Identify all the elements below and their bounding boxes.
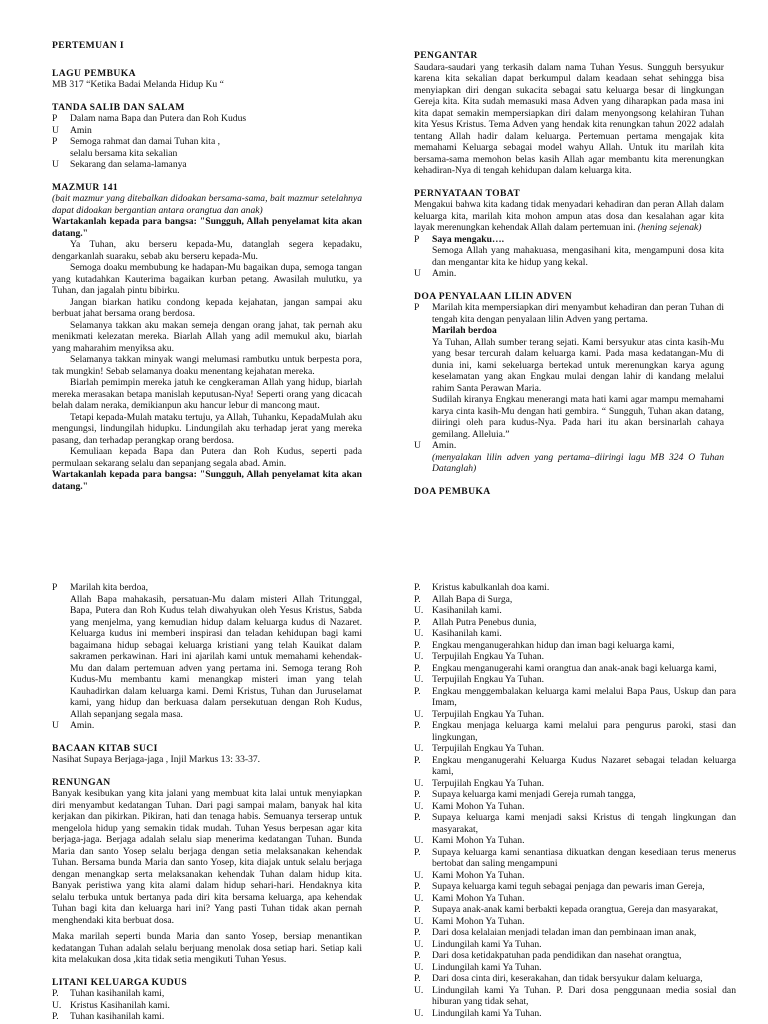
speaker-marker: P.	[414, 582, 421, 593]
speaker-marker: U.	[414, 800, 424, 812]
line-text: Supaya keluarga kami menjadi Gereja rumah tangga,	[432, 789, 636, 800]
speaker-marker: P.	[52, 988, 59, 999]
doa-amin-row: U Amin.	[52, 720, 362, 732]
lilin-note: (menyalakan lilin adven yang pertama–diiringi lagu MB 324 O Tuhan Datanglah)	[432, 451, 724, 474]
pengantar-text: Saudara-saudari yang terkasih dalam nama Tuhan Yesus. Sungguh bersyukur karena kita sekalian dapat berkumpul dalam keadaan sehat sehingga bisa menyiapkan diri dengan sukacita sebagai satu keluarga besar di lingkungan Gereja kita. Kita sudah memasuki masa Adven yang diharapkan pada masa ini kita dapat semakin mempersiapkan diri dalam menyongsong kelahiran Tuhan kita Yesus Kristus. Tema Adven yang hendak kita renungkan tahun 2022 adalah tentang Allah hadir dalam keluarga. Pertemuan pertama mengajak kita memahami Keluarga sebagai model wahyu Allah. Untuk itu marilah kita bersama-sama memohon belas kasih Allah agar membantu kita merenungkan kehadiran-Nya di tengah kehidupan dalam keluarga kita.	[414, 61, 724, 176]
line-text: Sekarang dan selama-lamanya	[70, 159, 187, 170]
line-text: Engkau menggembalakan keluarga kami melalui Bapa Paus, Uskup dan para Imam,	[432, 685, 736, 708]
line-text: Dari dosa ketidakpatuhan pada pendidikan dan nasehat orangtua,	[432, 950, 682, 961]
litany-line	[414, 789, 736, 801]
speaker-marker: P.	[414, 789, 421, 800]
litany-line	[414, 916, 736, 928]
litany-line	[52, 136, 362, 148]
lagu-pembuka-title: LAGU PEMBUKA	[52, 67, 136, 79]
line-text: Tuhan kasihanilah kami,	[70, 988, 165, 999]
lilin-row-marilah	[414, 325, 724, 337]
bacaan-text: Nasihat Supaya Berjaga-jaga , Injil Markus 13: 33-37.	[52, 754, 261, 765]
lilin-row-doa	[414, 337, 724, 395]
line-text: Kristus kabulkanlah doa kami.	[432, 582, 550, 593]
line-text: Engkau menganugerahi Keluarga Kudus Nazaret sebagai teladan keluarga kami,	[432, 754, 736, 777]
tobat-row-doa	[414, 245, 724, 268]
speaker-marker: U.	[414, 605, 424, 616]
line-text: Terpujilah Engkau Ya Tuhan.	[432, 651, 545, 662]
tobat-p-label: Saya mengaku….	[432, 233, 504, 245]
speaker-marker: U.	[414, 869, 424, 881]
mazmur-verse: Semoga doaku membubung ke hadapan-Mu bagaikan dupa, semoga tangan yang kutadahkan Kauterima bagaikan kurban petang. Awasilah mulutku, ya Tuhan, dan jagalah pintu bibirku.	[52, 262, 362, 296]
lilin-row-u: U Amin.	[414, 440, 724, 452]
litany-line	[414, 778, 736, 790]
litani-rows	[52, 988, 362, 1023]
mazmur-note: (bait mazmur yang ditebalkan didoakan bersama-sama, bait mazmur setelahnya dapat didoakan bergantian antara orangtua dan anak)	[52, 193, 362, 216]
speaker-marker: U.	[414, 651, 424, 662]
speaker-marker: U.	[414, 938, 424, 950]
litany-line	[52, 113, 362, 125]
speaker-marker: P.	[414, 720, 421, 731]
lilin-amin: Amin.	[432, 440, 457, 451]
tobat-doa: Semoga Allah yang mahakuasa, mengasihani kita, mengampuni dosa kita dan mengantar kita ke hidup yang kekal.	[432, 245, 724, 268]
litani-continuation	[414, 582, 736, 1019]
litany-line	[414, 605, 736, 617]
lilin-row-doa2	[414, 394, 724, 440]
lilin-title: DOA PENYALAAN LILIN ADVEN	[414, 290, 573, 302]
line-text: Supaya anak-anak kami berbakti kepada orangtua, Gereja dan masyarakat,	[432, 904, 719, 915]
litani-title: LITANI KELUARGA KUDUS	[52, 976, 188, 988]
litany-line	[414, 939, 736, 951]
litany-line	[414, 628, 736, 640]
line-text: Dalam nama Bapa dan Putera dan Roh Kudus	[70, 113, 247, 124]
column-bottom-left	[52, 582, 362, 1023]
speaker-marker: P.	[414, 927, 421, 938]
mazmur-verse: Ya Tuhan, aku berseru kepada-Mu, datanglah segera kepadaku, dengarkanlah suaraku, sebab aku berseru kepada-Mu.	[52, 239, 362, 262]
page-heading: PERTEMUAN I	[52, 40, 125, 51]
lilin-row-p: P Marilah kita mempersiapkan diri menyambut kehadiran dan peran Tuhan di tengah kita dengan penyalaan lilin Adven yang pertama.	[414, 302, 724, 325]
line-text: Supaya keluarga kami menjadi saksi Kristus di tengah lingkungan dan masyarakat,	[432, 812, 736, 835]
mazmur-title: MAZMUR 141	[52, 181, 119, 193]
speaker-marker: U.	[414, 674, 424, 685]
tanda-salib-rows	[52, 113, 362, 171]
litany-line	[414, 927, 736, 939]
line-text: Semoga rahmat dan damai Tuhan kita ,	[70, 136, 221, 147]
lilin-intro: Marilah kita mempersiapkan diri menyambut kehadiran dan peran Tuhan di tengah kita dengan penyalaan lilin Adven yang pertama.	[432, 302, 724, 325]
renungan-paragraph-1: Banyak kesibukan yang kita jalani yang membuat kita lalai untuk menyiapkan diri menyambut kedatangan Tuhan. Dari pagi sampai malam, banyak hal kita kerjakan dan pikirkan. Pikiran, hati dan tenaga habis. Semuanya terserap untuk mengelola hidup yang semakin tidak mudah. Tuhan Yesus berpesan agar kita berjaga-jaga. Berjaga adalah selalu siap menerima kedatangan Tuhan. Bunda Maria dan santo Yosep selalu berjaga dengan setia melaksanakan kehendak Tuhan. Bersama bunda Maria dan santo Yosep, kita diajak untuk selalu berjaga dengan menangkap serta melaksanakan kehendak Tuhan dalam hidup kita. Banyak peristiwa yang kita alami dalam hidup sehari-hari. Hendaknya kita selalu terbuka untuk bertanya pada diri kita bersama keluarga, apa kehendak Tuhan bagi kita dan keluarga hari ini? Yang pasti Tuhan tidak akan pernah menghendaki kita berbuat dosa.	[52, 788, 362, 926]
litany-line	[414, 904, 736, 916]
litany-line	[52, 148, 362, 160]
mazmur-antifon-2: Wartakanlah kepada para bangsa: "Sungguh, Allah penyelamat kita akan datang."	[52, 469, 362, 492]
speaker-marker: P.	[414, 616, 421, 628]
litany-line	[414, 617, 736, 629]
litany-line	[414, 1008, 736, 1020]
speaker-marker: P.	[414, 812, 421, 823]
speaker-marker: U.	[414, 708, 424, 720]
litany-line	[52, 988, 362, 1000]
speaker-marker: U	[52, 159, 59, 170]
line-text: Terpujilah Engkau Ya Tuhan.	[432, 777, 545, 789]
mazmur-verse: Tetapi kepada-Mulah mataku tertuju, ya Allah, Tuhanku, KepadaMulah aku mengungsi, lindungilah hidupku. Lindungilah aku terhadap jerat yang mereka pasang, dan terhadap perangkap orang berdosa.	[52, 411, 362, 446]
speaker-marker: U	[52, 124, 59, 136]
speaker-marker: P.	[414, 881, 421, 892]
line-text: Kami Mohon Ya Tuhan.	[432, 892, 525, 904]
speaker-marker: U.	[414, 915, 424, 927]
column-top-right	[414, 50, 724, 497]
line-text: Amin	[70, 124, 92, 136]
line-text: Allah Bapa di Surga,	[432, 593, 513, 605]
speaker-marker: U.	[52, 999, 62, 1011]
tobat-hening: (hening sejenak)	[637, 222, 702, 233]
tobat-row-u: U Amin.	[414, 268, 724, 280]
speaker-marker: P.	[414, 973, 421, 984]
speaker-marker	[52, 148, 70, 160]
renungan-title: RENUNGAN	[52, 776, 111, 788]
line-text: Dari dosa cinta diri, keserakahan, dan tidak bersyukur dalam keluarga,	[432, 973, 703, 984]
column-top-left	[52, 40, 362, 492]
tobat-row-p: P Saya mengaku….	[414, 234, 724, 246]
tanda-salib-title: TANDA SALIB DAN SALAM	[52, 101, 185, 113]
column-bottom-right	[414, 582, 736, 1019]
line-text: selalu bersama kita sekalian	[70, 147, 178, 159]
mazmur-verse: Biarlah pemimpin mereka jatuh ke cengkeraman Allah yang hidup, biarlah mereka merasakan betapa manislah keputusan-Nya! Seperti orang yang dicacah belah dalam neraka, demikianpun aku hancur lebur di mancong maut.	[52, 377, 362, 411]
mazmur-verse: Selamanya takkan aku makan semeja dengan orang jahat, tak pernah aku menikmati kelezatan mereka. Biarlah Allah yang adil memukul aku, biarlah yang maharahim menyiksa aku.	[52, 319, 362, 354]
bacaan-title: BACAAN KITAB SUCI	[52, 742, 158, 754]
line-text: Kami Mohon Ya Tuhan.	[432, 835, 525, 846]
speaker-marker: U.	[414, 628, 424, 639]
doa-text-row	[52, 594, 362, 721]
litany-line	[414, 651, 736, 663]
speaker-marker: U.	[414, 961, 424, 973]
line-text: Kasihanilah kami.	[432, 628, 502, 639]
lilin-doa-2: Sudilah kiranya Engkau menerangi mata hati kami agar mampu memahami karya cinta kasih-Mu dengan hati gembira. “ Sungguh, Tuhan akan datang, diiringi oleh para kudus-Nya. Pada hari itu akan bersinarlah cahaya gemilang. Alleluia.”	[432, 394, 724, 440]
speaker-marker: P.	[414, 639, 421, 651]
speaker-marker: P.	[414, 904, 421, 915]
line-text: Allah Putra Penebus dunia,	[432, 616, 537, 628]
speaker-marker: P	[52, 136, 58, 147]
speaker-marker: U.	[414, 777, 424, 789]
litany-line	[414, 962, 736, 974]
line-text: Engkau menjaga keluarga kami melalui para pengurus paroki, stasi dan lingkungan,	[432, 720, 736, 743]
line-text: Engkau menganugerahkan hidup dan iman bagi keluarga kami,	[432, 639, 675, 651]
litany-line	[52, 1011, 362, 1023]
litany-line	[52, 159, 362, 171]
tobat-title: PERNYATAAN TOBAT	[414, 187, 521, 199]
speaker-marker: U.	[414, 1007, 424, 1019]
speaker-marker: U.	[414, 835, 424, 846]
litany-line	[414, 640, 736, 652]
litany-line	[414, 720, 736, 743]
doa-amin: Amin.	[70, 720, 95, 731]
speaker-marker: P.	[414, 754, 421, 766]
mazmur-antifon-1: Wartakanlah kepada para bangsa: "Sungguh, Allah penyelamat kita akan datang."	[52, 216, 362, 239]
lilin-marilah: Marilah berdoa	[432, 325, 497, 336]
line-text: Terpujilah Engkau Ya Tuhan.	[432, 674, 545, 685]
litany-line	[52, 1000, 362, 1012]
lilin-doa: Ya Tuhan, Allah sumber terang sejati. Kami bersyukur atas cinta kasih-Mu yang besar tercurah dalam keluarga kami. Pada masa kedatangan-Mu di dunia ini, kami sekeluarga bertekad untuk merenungkan karya agung keselamatan yang akan Engkau mulai dengan lahir di kandang melalui rahim Santa Perawan Maria.	[432, 336, 724, 394]
litany-line	[414, 686, 736, 709]
line-text: Tuhan kasihanilah kami.	[70, 1011, 165, 1022]
doa-berdoa: Marilah kita berdoa,	[70, 582, 149, 593]
mazmur-paragraphs	[52, 239, 362, 469]
speaker-marker: P.	[414, 662, 421, 674]
litany-line	[414, 847, 736, 870]
litany-line	[414, 594, 736, 606]
litany-line	[414, 835, 736, 847]
line-text: Lindungilah kami Ya Tuhan.	[432, 1007, 542, 1019]
line-text: Terpujilah Engkau Ya Tuhan.	[432, 708, 545, 720]
litany-line	[414, 950, 736, 962]
line-text: Engkau menganugerahi kami orangtua dan anak-anak bagi keluarga kami,	[432, 662, 717, 674]
doa-pembuka-text: Allah Bapa mahakasih, persatuan-Mu dalam misteri Allah Tritunggal, Bapa, Putera dan Roh Kudus telah diwahyukan oleh Yesus Kristus, Sabda yang menjelma, yang kemudian hidup dalam keluarga kudus di Nazaret. Keluarga kudus ini memberi inspirasi dan teladan kehidupan bagi kami bagaimana hidup sebagai keluarga kristiani yang telah Kauikat dalam sakramen perkawinan. Hari ini ajarilah kami untuk memahami kehendak-Mu dan dalam pertemuan adven yang pertama ini. Semoga terang Roh Kudus-Mu membantu kami menangkap misteri iman yang telah Kauhadirkan dalam keluarga kami. Demi Kristus, Tuhan dan Juruselamat kami, yang hidup dan berkuasa dalam persekutuan dengan Roh Kudus, Allah sepanjang segala masa.	[70, 593, 362, 720]
mazmur-verse: Jangan biarkan hatiku condong kepada kejahatan, jangan sampai aku berbuat jahat bersama orang berdosa.	[52, 296, 362, 319]
litany-line	[414, 674, 736, 686]
litany-line	[414, 881, 736, 893]
lagu-pembuka-text: MB 317 “Ketika Badai Melanda Hidup Ku “	[52, 79, 224, 90]
lilin-row-note	[414, 452, 724, 475]
litany-line	[414, 582, 736, 594]
speaker-marker: P.	[414, 593, 421, 605]
line-text: Kasihanilah kami.	[432, 605, 502, 616]
litany-line	[414, 663, 736, 675]
litany-line	[414, 812, 736, 835]
line-text: Supaya keluarga kami teguh sebagai penjaga dan pewaris iman Gereja,	[432, 881, 705, 892]
litany-line	[414, 755, 736, 778]
litany-line	[414, 870, 736, 882]
speaker-marker: P.	[414, 685, 421, 697]
speaker-marker: P	[52, 113, 58, 124]
pengantar-title: PENGANTAR	[414, 50, 478, 61]
line-text: Dari dosa kelalaian menjadi teladan iman dan pembinaan iman anak,	[432, 927, 697, 938]
line-text: Lindungilah kami Ya Tuhan.	[432, 961, 542, 973]
tobat-text: Mengakui bahwa kita kadang tidak menyadari kehadiran dan peran Allah dalam keluarga kita, marilah kita mohon ampun atas dosa dan kesalahan agar kita layak merenungkan kehendak Allah dalam pertemuan ini. (hening sejenak)	[414, 199, 724, 233]
doa-pembuka-title: DOA PEMBUKA	[414, 485, 491, 497]
mazmur-verse: Selamanya takkan minyak wangi melumasi rambutku untuk berpesta pora, tak mungkin! Sebab selamanya doaku menentang kejahatan mereka.	[52, 354, 362, 377]
litany-line	[414, 973, 736, 985]
line-text: Lindungilah kami Ya Tuhan.	[432, 938, 542, 950]
line-text: Supaya keluarga kami senantiasa dikuatkan dengan kesediaan terus menerus bertobat dan saling mengampuni	[432, 846, 736, 869]
line-text: Lindungilah kami Ya Tuhan. P. Dari dosa penggunaan media sosial dan hiburan yang tidak sehat,	[432, 984, 736, 1007]
line-text: Kristus Kasihanilah kami.	[70, 999, 170, 1011]
doa-berdoa-row: P Marilah kita berdoa,	[52, 582, 362, 594]
line-text: Kami Mohon Ya Tuhan.	[432, 915, 525, 927]
speaker-marker: P.	[414, 950, 421, 961]
speaker-marker: P.	[414, 846, 421, 858]
litany-line	[414, 985, 736, 1008]
speaker-marker: U.	[414, 984, 424, 996]
speaker-marker: U.	[414, 892, 424, 904]
line-text: Kami Mohon Ya Tuhan.	[432, 869, 525, 881]
litany-line	[414, 893, 736, 905]
line-text: Terpujilah Engkau Ya Tuhan.	[432, 743, 545, 754]
renungan-paragraph-2: Maka marilah seperti bunda Maria dan santo Yosep, bersiap menantikan kedatangan Tuhan adalah selalu berjuang menolak dosa setiap hari. Setiap kali kita melakukan dosa ,kita tidak setia mengikuti Tuhan Yesus.	[52, 931, 362, 965]
litany-line	[414, 743, 736, 755]
speaker-marker: P.	[52, 1011, 59, 1022]
litany-line	[414, 801, 736, 813]
mazmur-verse: Kemuliaan kepada Bapa dan Putera dan Roh Kudus, seperti pada permulaan sekarang selalu dan sepanjang segala abad. Amin.	[52, 446, 362, 469]
litany-line	[414, 709, 736, 721]
litany-line	[52, 125, 362, 137]
tobat-amin: Amin.	[432, 268, 457, 279]
speaker-marker: U.	[414, 743, 424, 754]
line-text: Kami Mohon Ya Tuhan.	[432, 800, 525, 812]
